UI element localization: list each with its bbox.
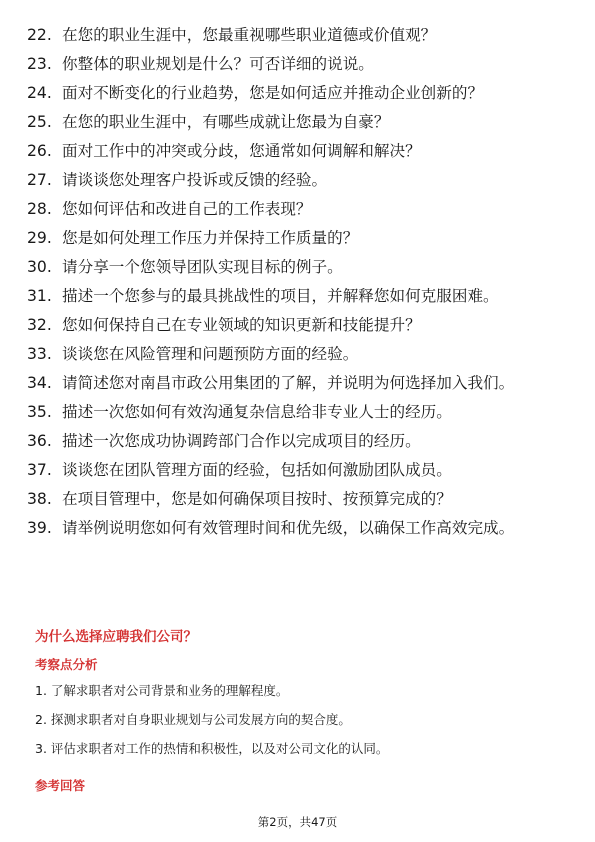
question-number: 23. [27, 55, 52, 73]
question-number: 39. [27, 519, 52, 537]
question-text: 面对不断变化的行业趋势，您是如何适应并推动企业创新的？ [62, 84, 484, 102]
question-number: 22. [27, 26, 52, 44]
question-number: 24. [27, 84, 52, 102]
question-text: 在您的职业生涯中，您最重视哪些职业道德或价值观？ [62, 26, 437, 44]
question-item [0, 400, 595, 424]
question-text: 你整体的职业规划是什么？可否详细的说说。 [62, 55, 374, 73]
question-item [0, 255, 595, 279]
question-text: 面对工作中的冲突或分歧，您通常如何调解和解决？ [62, 142, 421, 160]
question-text: 在您的职业生涯中，有哪些成就让您最为自豪？ [62, 113, 390, 131]
question-item [0, 516, 595, 540]
question-text: 谈谈您在团队管理方面的经验，包括如何激励团队成员。 [62, 461, 452, 479]
question-number: 28. [27, 200, 52, 218]
question-item [0, 371, 595, 395]
question-number: 30. [27, 258, 52, 276]
question-item [0, 313, 595, 337]
question-list [0, 23, 595, 545]
question-text: 您如何评估和改进自己的工作表现？ [62, 200, 312, 218]
question-item [0, 429, 595, 453]
question-item [0, 139, 595, 163]
analysis-point: 3. 评估求职者对工作的热情和积极性，以及对公司文化的认同。 [35, 741, 389, 756]
question-number: 26. [27, 142, 52, 160]
question-text: 描述一次您如何有效沟通复杂信息给非专业人士的经历。 [62, 403, 452, 421]
question-item [0, 81, 595, 105]
question-number: 25. [27, 113, 52, 131]
question-item [0, 197, 595, 221]
analysis-point: 1. 了解求职者对公司背景和业务的理解程度。 [35, 683, 289, 698]
question-item [0, 110, 595, 134]
question-item [0, 487, 595, 511]
question-item [0, 458, 595, 482]
question-number: 35. [27, 403, 52, 421]
question-number: 36. [27, 432, 52, 450]
question-item [0, 23, 595, 47]
analysis-points [35, 682, 555, 769]
reference-answer-heading: 参考回答 [35, 778, 86, 793]
question-item [0, 52, 595, 76]
question-text: 请举例说明您如何有效管理时间和优先级，以确保工作高效完成。 [62, 519, 515, 537]
analysis-point: 2. 探测求职者对自身职业规划与公司发展方向的契合度。 [35, 712, 351, 727]
question-number: 34. [27, 374, 52, 392]
question-item [0, 226, 595, 250]
section-heading: 为什么选择应聘我们公司？ [35, 629, 197, 645]
question-number: 38. [27, 490, 52, 508]
question-item [0, 284, 595, 308]
question-item [0, 342, 595, 366]
question-text: 您如何保持自己在专业领域的知识更新和技能提升？ [62, 316, 421, 334]
question-text: 谈谈您在风险管理和问题预防方面的经验。 [62, 345, 359, 363]
question-number: 31. [27, 287, 52, 305]
question-text: 请简述您对南昌市政公用集团的了解，并说明为何选择加入我们。 [62, 374, 515, 392]
question-number: 27. [27, 171, 52, 189]
page-number-footer: 第2页，共47页 [257, 815, 338, 829]
question-number: 37. [27, 461, 52, 479]
question-text: 描述一个您参与的最具挑战性的项目，并解释您如何克服困难。 [62, 287, 499, 305]
question-number: 32. [27, 316, 52, 334]
question-number: 33. [27, 345, 52, 363]
analysis-heading: 考察点分析 [35, 657, 98, 672]
question-item [0, 168, 595, 192]
question-number: 29. [27, 229, 52, 247]
question-text: 请分享一个您领导团队实现目标的例子。 [62, 258, 343, 276]
question-text: 在项目管理中，您是如何确保项目按时、按预算完成的？ [62, 490, 452, 508]
question-text: 请谈谈您处理客户投诉或反馈的经验。 [62, 171, 328, 189]
question-text: 您是如何处理工作压力并保持工作质量的？ [62, 229, 359, 247]
question-text: 描述一次您成功协调跨部门合作以完成项目的经历。 [62, 432, 421, 450]
